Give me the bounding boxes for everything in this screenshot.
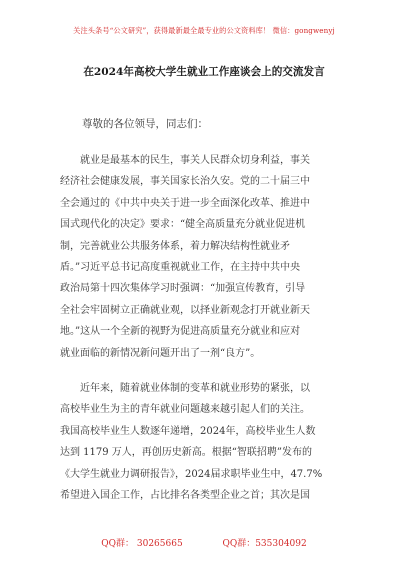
paragraph-line: 《大学生就业力调研报告》，2024届求职毕业生中，47.7%	[60, 468, 323, 480]
paragraph-line: 达到 1179 万人，再创历史新高。根据“智联招聘”发布的	[60, 447, 313, 459]
paragraph-line: 地。”这从一个全新的视野为促进高质量充分就业和应对	[60, 326, 301, 338]
header-banner: 关注头条号“公文研究”，获得最新最全最专业的公文资料库！ 微信：gongwenyj	[73, 26, 335, 35]
paragraph-line: 就业是最基本的民生，事关人民群众切身利益，事关	[80, 155, 310, 166]
paragraph-line: 就业面临的新情况新问题开出了一剂“良方”。	[60, 347, 261, 359]
paragraph-line: 高校毕业生为主的青年就业问题越来越引起人们的关注。	[60, 404, 310, 416]
footer-qq-group-1: QQ群： 30265665	[101, 539, 183, 549]
footer	[0, 536, 408, 549]
paragraph-line: 国式现代化的决定》要求：“健全高质量充分就业促进机	[60, 219, 306, 231]
paragraph-line: 我国高校毕业生人数逐年递增，2024年，高校毕业生人数	[60, 425, 316, 437]
greeting: 尊敬的各位领导，同志们：	[82, 118, 208, 130]
paragraph-line: 全社会牢固树立正确就业观，以择业新观念打开就业新天	[60, 304, 310, 316]
paragraph-1	[60, 150, 360, 364]
paragraph-2	[60, 378, 360, 506]
paragraph-line: 政治局第十四次集体学习时强调：“加强宣传教育，引导	[60, 283, 306, 295]
footer-qq-group-2: QQ群：535304092	[222, 539, 307, 549]
document-title: 在2024年高校大学生就业工作座谈会上的交流发言	[83, 66, 325, 78]
paragraph-line: 盾。”习近平总书记高度重视就业工作，在主持中共中央	[60, 262, 301, 274]
paragraph-line: 制，完善就业公共服务体系，着力解决结构性就业矛	[60, 240, 290, 252]
paragraph-line: 希望进入国企工作，占比排名各类型企业之首；其次是国	[60, 490, 310, 502]
paragraph-line: 全会通过的《中共中央关于进一步全面深化改革、推进中	[60, 197, 310, 209]
paragraph-line: 近年来，随着就业体制的变革和就业形势的紧张，以	[80, 383, 310, 394]
paragraph-line: 经济社会健康发展，事关国家长治久安。党的二十届三中	[60, 176, 310, 188]
